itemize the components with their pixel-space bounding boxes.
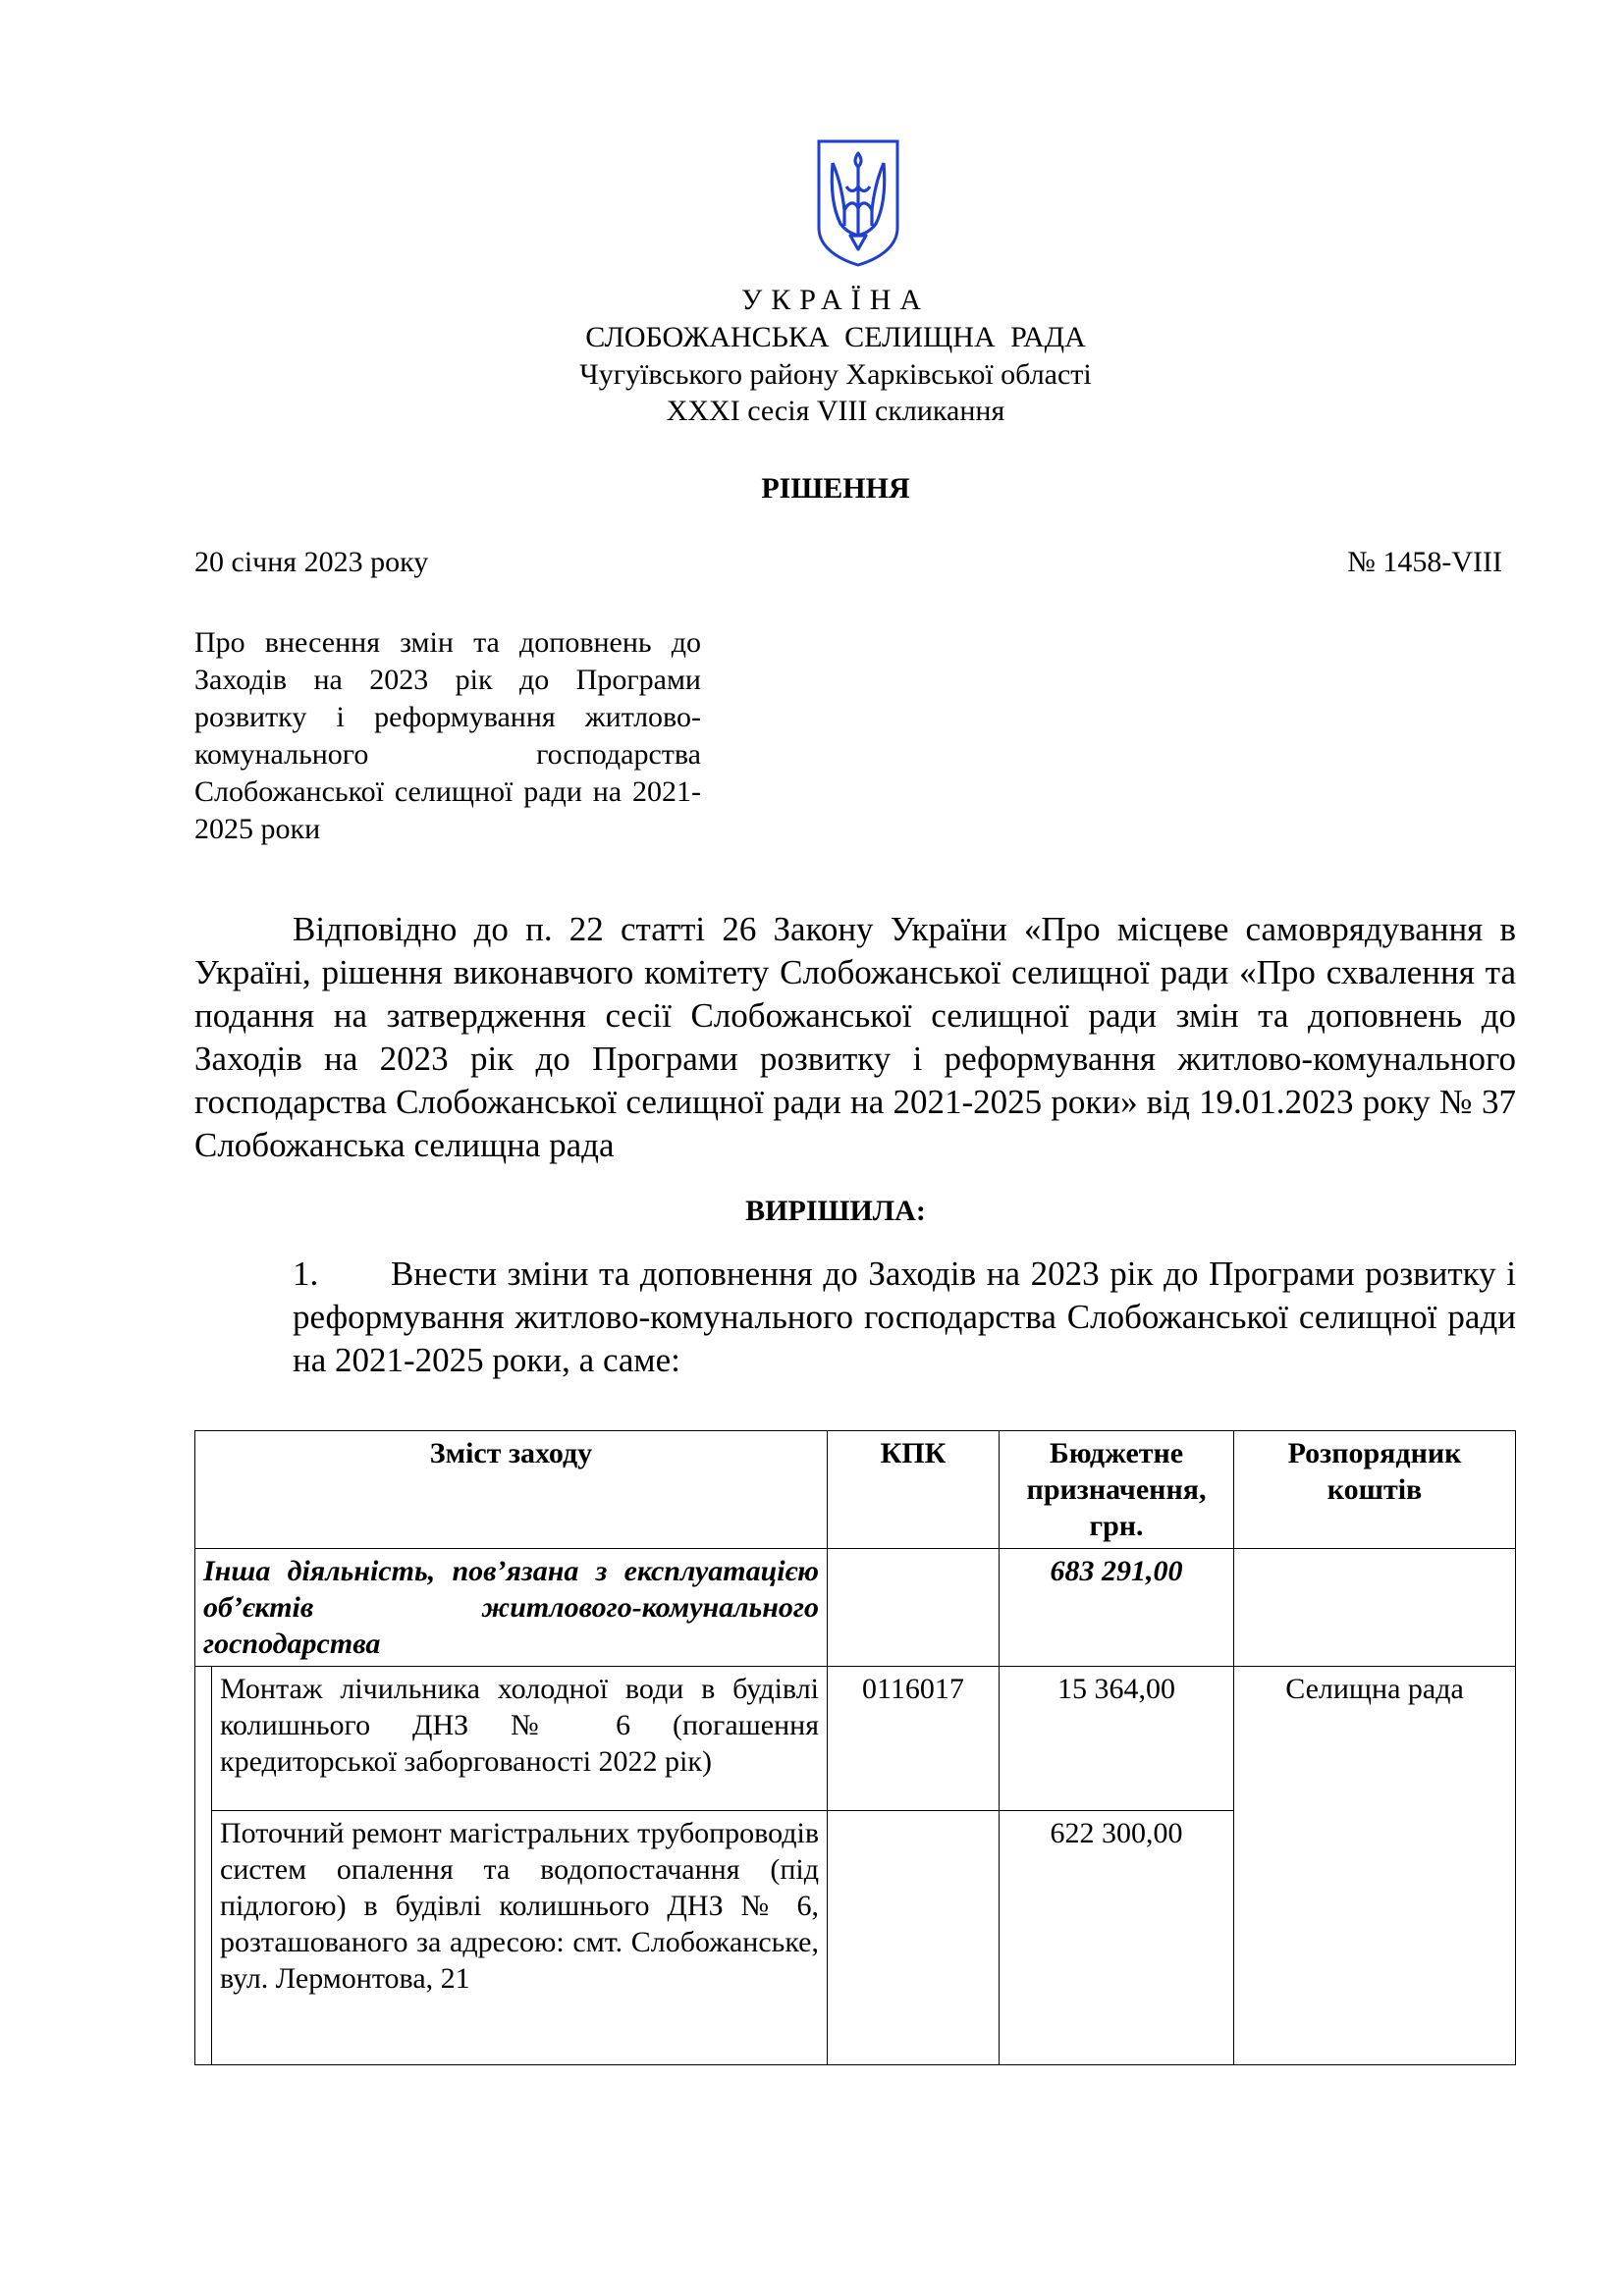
header-budget: Бюджетне призначення, грн. [1000, 1431, 1234, 1549]
group-budget: 683 291,00 [1000, 1549, 1234, 1667]
district-name: Чугуївського району Харківської області [579, 358, 1092, 391]
indent-cell [195, 1667, 212, 2065]
row-content: Поточний ремонт магістральних трубопроводів систем опалення та водопостачання (під підлогою) в будівлі колишнього ДНЗ № 6, розташованого за адресою: смт. Слобожанське, вул. Лермонтова, 21 [212, 1811, 828, 2065]
row-content: Монтаж лічильника холодної води в будівлі колишнього ДНЗ № 6 (погашення кредиторської заборгованості 2022 рік) [212, 1667, 828, 1811]
row-kpk: 0116017 [828, 1667, 1000, 1811]
table-group-row [195, 1549, 1516, 1667]
country-name: УКРАЇНА [740, 284, 931, 316]
decision-number: № 1458-VIII [1347, 546, 1502, 578]
resolution-item-1 [293, 1253, 1516, 1382]
resolved-heading: ВИРІШИЛА: [745, 1195, 926, 1227]
header-admin: Розпорядник коштів [1234, 1431, 1516, 1549]
item-text: Внести зміни та доповнення до Заходів на 2023 рік до Програми розвитку і реформування житлово-комунального господарства Слобожанської селищної ради на 2021-2025 роки, а саме: [293, 1255, 1516, 1379]
row-budget: 622 300,00 [1000, 1811, 1234, 2065]
council-name: СЛОБОЖАНСЬКА СЕЛИЩНА РАДА [585, 321, 1086, 353]
group-content: Інша діяльність, пов’язана з експлуатацією об’єктів житлового-комунального господарства [195, 1549, 828, 1667]
decision-date: 20 січня 2023 року [194, 546, 429, 578]
table-row [195, 1667, 1516, 1811]
decision-subject: Про внесення змін та доповнень до Заходів на 2023 рік до Програми розвитку і реформування житлово-комунального господарства Слобожанської селищної ради на 2021-2025 роки [194, 626, 701, 845]
item-number: 1. [293, 1255, 319, 1293]
table-header-row [195, 1431, 1516, 1549]
group-admin [1234, 1549, 1516, 1667]
session-info: XXXI сесія VIII скликання [666, 395, 1005, 427]
group-kpk [828, 1549, 1000, 1667]
row-admin: Селищна рада [1234, 1667, 1516, 2065]
row-budget: 15 364,00 [1000, 1667, 1234, 1811]
measures-table [194, 1430, 1516, 2065]
header-kpk: КПК [828, 1431, 1000, 1549]
row-kpk [828, 1811, 1000, 2065]
document-type: РІШЕННЯ [761, 472, 910, 505]
header-content: Зміст заходу [195, 1431, 828, 1549]
ukraine-coat-of-arms-icon [815, 137, 901, 269]
preamble-paragraph: Відповідно до п. 22 статті 26 Закону України «Про місцеве самоврядування в Україні, рішення виконавчого комітету Слобожанської селищної ради «Про схвалення та подання на затвердження сесії Слобожанської селищної ради змін та доповнень до Заходів на 2023 рік до Програми розвитку і реформування житлово-комунального господарства Слобожанської селищної ради на 2021-2025 роки» від 19.01.2023 року № 37 Слобожанська селищна рада [194, 910, 1516, 1164]
